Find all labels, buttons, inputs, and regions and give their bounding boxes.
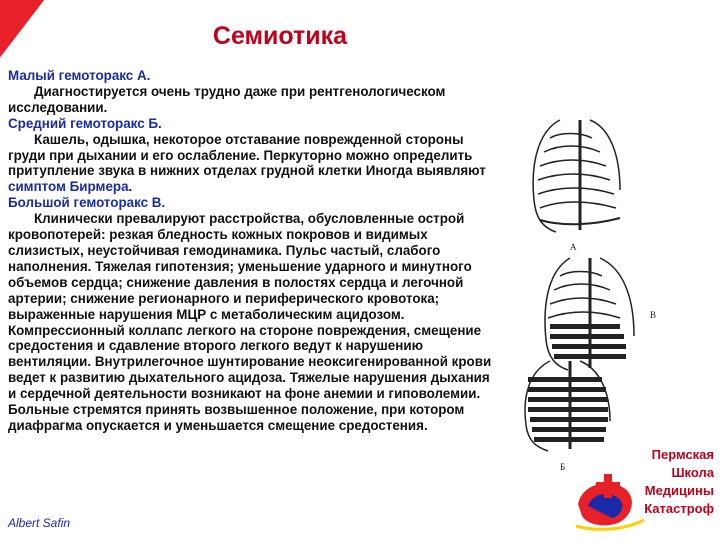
- section-heading-large: Большой гемоторакс В.: [8, 195, 166, 211]
- org-name: [644, 446, 714, 518]
- org-name-line1: Пермская: [651, 447, 714, 462]
- chest-figure-c: [525, 361, 610, 451]
- section-heading-small: Малый гемоторакс А.: [8, 68, 151, 83]
- medium-text-body: Кашель, одышка, некоторое отставание поврежденной стороны груди при дыхании и его ослабление. Перкуторно можно определить притупление звука в нижних отделах грудной клетки Иногда выявляют: [8, 131, 486, 179]
- chest-illustration: [500, 100, 710, 472]
- figure-label-b: Б: [560, 462, 566, 472]
- section-text-medium: [8, 132, 498, 196]
- org-name-line3: Медицины: [644, 483, 714, 498]
- symptom-name: симптом Бирмера: [8, 179, 129, 195]
- medium-text-end: .: [128, 179, 133, 195]
- org-name-line2: Школа: [671, 465, 714, 480]
- org-name-line4: Катастроф: [644, 501, 714, 516]
- section-text-large: Клинически превалируют расстройства, обусловленные острой кровопотерей: резкая бледность кожных покровов и видимых слизистых, неустойчивая гемодинамика. Пульс частый, слабого наполнения. Тяжелая гипотензия; уменьшение ударного и минутного объемов сердца; снижение давления в полостях сердца и легочной артерии; снижение регионарного и периферического кровотока; выраженные нарушения МЦР с метаболическим ацидозом. Компрессионный коллапс легкого на стороне повреждения, смещение средостения и сдавление второго легкого ведут к нарушению вентиляции. Внутрилегочное шунтирование неоксигенированной крови ведет к развитию дыхательного ацидоза. Тяжелые нарушения дыхания и сердечной деятельности возникают на фоне анемии и гиповолемии. Больные стремятся принять возвышенное положение, при котором диафрагма опускается и уменьшается смещение средостения.: [8, 211, 492, 433]
- chest-figure-a: [533, 120, 620, 232]
- author-name: Albert Safin: [8, 516, 71, 530]
- section-text-small: Диагностируется очень трудно даже при рентгенологическом исследовании.: [8, 83, 446, 115]
- figure-label-a: А: [570, 242, 577, 252]
- page-title: Семиотика: [212, 22, 348, 50]
- section-heading-medium: Средний гемоторакс Б.: [8, 115, 162, 131]
- org-logo: [568, 470, 648, 536]
- chest-figure-b: [545, 258, 634, 370]
- figure-label-v: В: [650, 310, 657, 320]
- main-text: [8, 68, 498, 434]
